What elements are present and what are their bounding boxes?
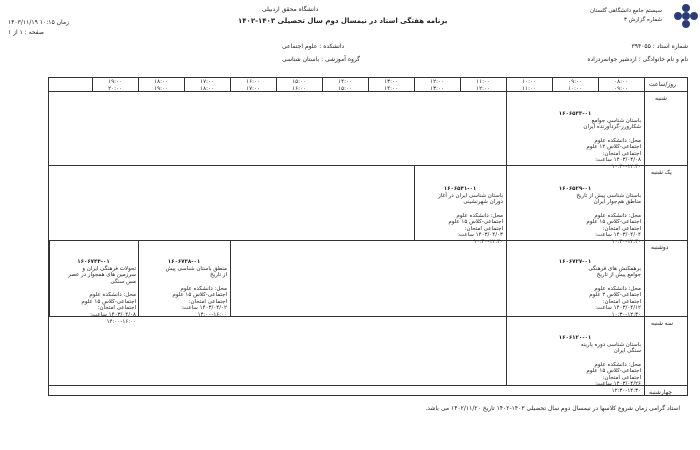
time-slot-header: ۱۵:۰۰ ۱۶:۰۰ <box>292 79 306 92</box>
day-label: چهارشنبه <box>649 389 673 396</box>
class-block[interactable]: ۱۶۰۶۷۲۷-۰۱ برهمکنش های فرهنگی جوامع پیش از تاریخ محل: دانشکده علوم اجتماعی-کلاس ۲ علوم اجتماعی امتحان: ۱۴۰۳/۰۴/۱۲ ساعت: ۱۰:۳۰-۱۲:۳۰ <box>558 259 641 318</box>
flower-logo-icon <box>666 4 700 28</box>
department: گروه آموزشی : باستان شناسی <box>282 56 361 63</box>
corner-label: روز/ساعت <box>649 81 677 88</box>
time-slot-header: ۰۸:۰۰ ۰۹:۰۰ <box>614 79 628 92</box>
teacher-id: شماره استاد : ۳۹۴۰۵۵ <box>631 43 688 50</box>
weekly-schedule-grid <box>48 77 688 396</box>
time-slot-header: ۱۴:۰۰ ۱۵:۰۰ <box>338 79 352 92</box>
class-block[interactable]: ۱۶۰۶۷۳۸-۰۱ منطق باستان شناسی پیش از تاریخ محل: دانشکده علوم اجتماعی-کلاس ۱۵ علوم اجتماعی امتحان: ۱۴۰۳/۰۴/۰۲ ساعت: ۱۴:۰۰-۱۶:۰۰ <box>165 259 227 318</box>
university-name: دانشگاه محقق اردبیلی <box>262 6 319 13</box>
time-slot-header: ۱۶:۰۰ ۱۷:۰۰ <box>246 79 260 92</box>
page-number: صفحه : ۱ از ۱ <box>8 29 44 36</box>
class-block[interactable]: ۱۶۰۶۷۴۴-۰۱ تحولات فرهنگی ایران و سرزمین های همجوار در عصر مس سنگی محل: دانشکده علوم اجتماعی-کلاس ۱۵ علوم اجتماعی امتحان: ۱۴۰۳/۰۴/۰۸ ساعت: ۱۴:۰۰-۱۶:۰۰ <box>68 259 136 325</box>
time-slot-header: ۰۹:۰۰ ۱۰:۰۰ <box>568 79 582 92</box>
print-date: زمان ۱۰:۱۵ ۱۴۰۳/۱۱/۱۹ <box>8 19 69 26</box>
class-block[interactable]: ۱۶۰۶۵۴۱-۰۱ باستان شناسی ایران در آغاز دوران شهرنشینی محل: دانشکده علوم اجتماعی-کلاس ۱۵ علوم اجتماعی امتحان: ۱۴۰۳/۰۴/۰۳ ساعت: ۱۰:۳۰-۱۲:۳۰ <box>438 186 503 245</box>
teacher-name: نام و نام خانوادگی : اردشیر جوانمردزاده <box>587 56 688 63</box>
logo-caption: سیستم جامع دانشگاهی گلستان <box>589 8 662 14</box>
time-slot-header: ۱۰:۰۰ ۱۱:۰۰ <box>522 79 536 92</box>
day-label: سه شنبه <box>651 320 674 327</box>
day-label: یک شنبه <box>651 169 672 176</box>
faculty: دانشکده : علوم اجتماعی <box>282 43 345 50</box>
day-label: شنبه <box>655 95 667 102</box>
class-block[interactable]: ۱۶۰۶۱۲۰-۰۱ باستان شناسی دوره پارینه سنگی ایران محل: دانشکده علوم اجتماعی-کلاس ۱۵ علوم اجتماعی امتحان: ۱۴۰۳/۰۴/۲۶ ساعت: ۱۲:۳۰-۱۴:۳۰ <box>558 335 641 394</box>
class-block[interactable]: ۱۶۰۶۵۳۳-۰۱ باستان شناسی جوامع شکارورز-گردآورنده ایران محل: دانشکده علوم اجتماعی-کلاس ۱۲ علوم اجتماعی امتحان: ۱۴۰۳/۰۴/۰۸ ساعت: ۱۰:۳۰-۱۲:۳۰ <box>558 111 641 170</box>
time-slot-header: ۱۸:۰۰ ۱۹:۰۰ <box>154 79 168 92</box>
time-slot-header: ۱۷:۰۰ ۱۸:۰۰ <box>200 79 214 92</box>
time-slot-header: ۱۹:۰۰ ۲۰:۰۰ <box>108 79 122 92</box>
golestan-logo <box>589 4 690 30</box>
time-slot-header: ۱۱:۰۰ ۱۲:۰۰ <box>476 79 490 92</box>
page-title: برنامه هفتگی استاد در نیمسال دوم سال تحصیلی ۱۴۰۳-۱۴۰۲ <box>238 17 448 25</box>
report-number: شماره گزارش ۳ <box>623 17 662 23</box>
day-label: دوشنبه <box>651 244 669 251</box>
class-block[interactable]: ۱۶۰۶۵۲۹-۰۱ باستان شناسی پیش از تاریخ مناطق هم‌جوار ایران محل: دانشکده علوم اجتماعی-کلاس ۱۵ علوم اجتماعی امتحان: ۱۴۰۳/۰۴/۰۴ ساعت: ۱۰:۳۰-۱۲:۳۰ <box>558 186 641 245</box>
time-slot-header: ۱۳:۰۰ ۱۴:۰۰ <box>384 79 398 92</box>
time-slot-header: ۱۲:۰۰ ۱۳:۰۰ <box>430 79 444 92</box>
footer-note: استاد گرامی زمان شروع کلاسها در نیمسال دوم سال تحصیلی ۱۴۰۳-۱۴۰۲ تاریخ ۱۴۰۲/۱۱/۲۰ می باشد. <box>425 405 680 412</box>
